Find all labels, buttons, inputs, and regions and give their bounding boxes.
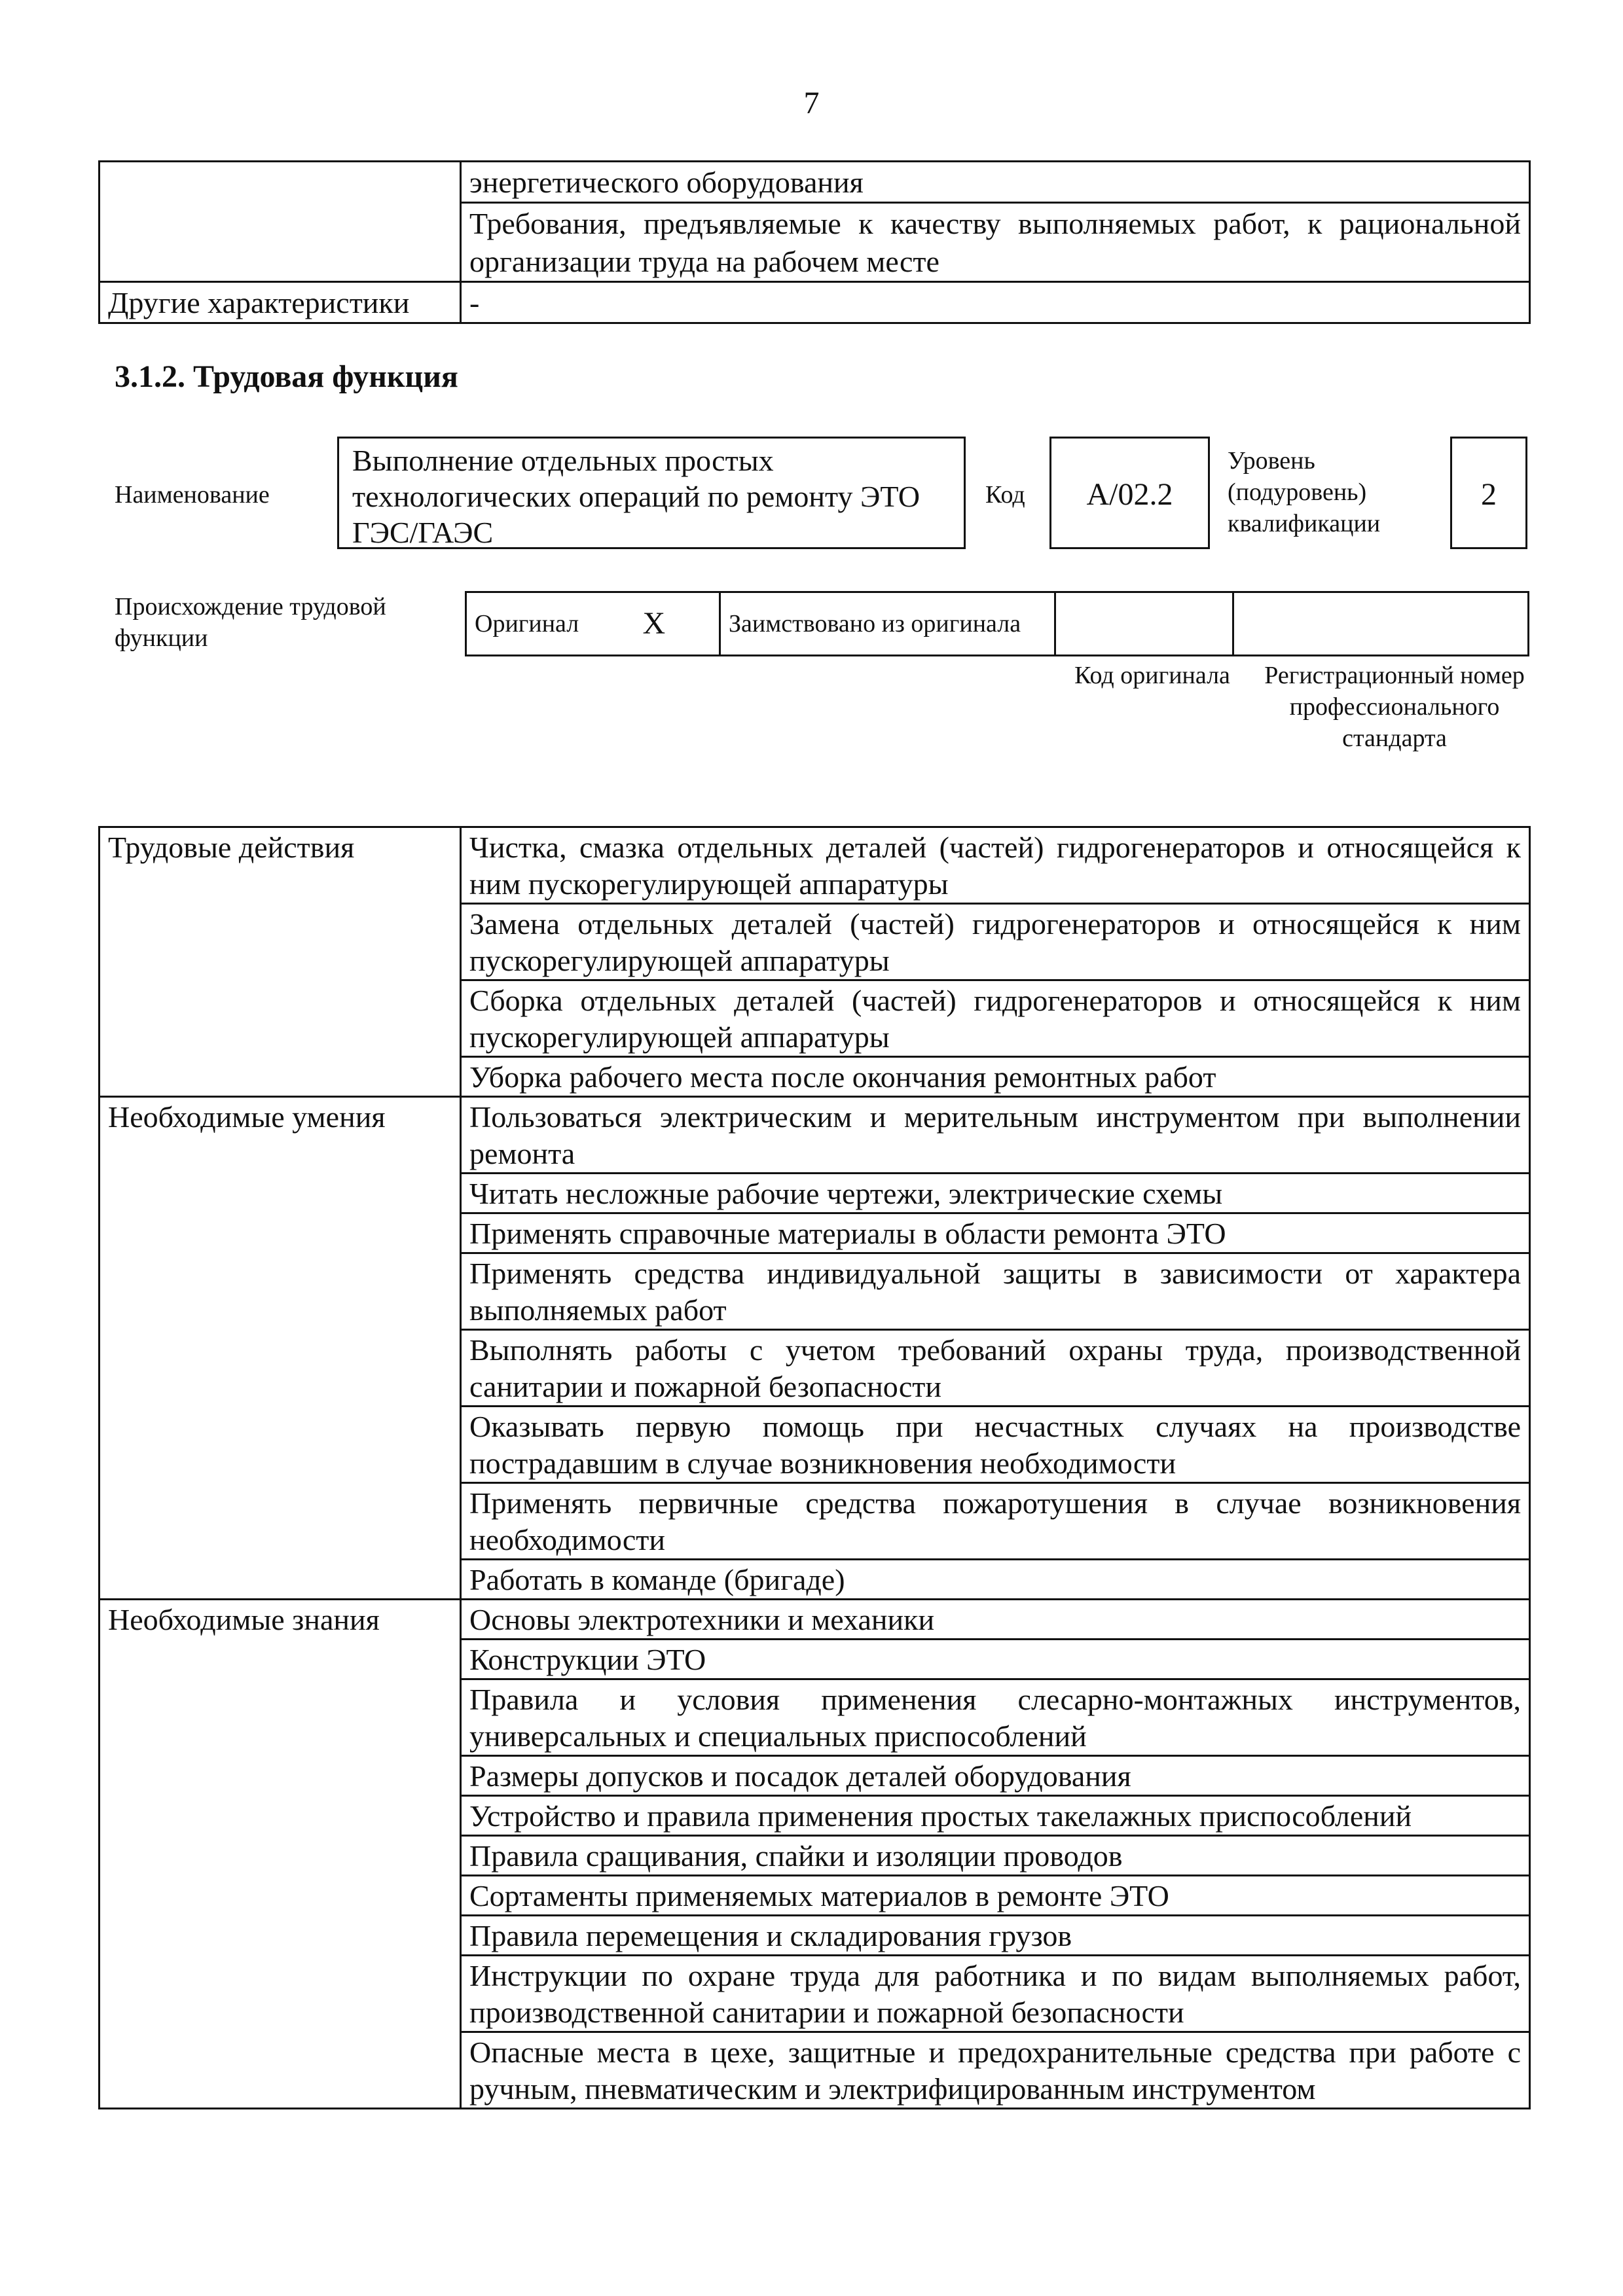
requirement-item: Правила перемещения и складирования грузов: [461, 1916, 1530, 1956]
original-code-caption: Код оригинала: [1074, 662, 1230, 689]
function-name-box: Выполнение отдельных простых технологических операций по ремонту ЭТО ГЭС/ГАЭС: [337, 437, 966, 549]
requirement-item: Выполнять работы с учетом требований охраны труда, производственной санитарии и пожарной безопасности: [461, 1330, 1530, 1407]
table-cell: энергетического оборудования: [461, 162, 1530, 203]
requirement-item: Устройство и правила применения простых такелажных приспособлений: [461, 1796, 1530, 1836]
requirement-item: Сборка отдельных деталей (частей) гидрогенераторов и относящейся к ним пускорегулирующей аппаратуры: [461, 980, 1530, 1057]
requirement-item: Уборка рабочего места после окончания ремонтных работ: [461, 1057, 1530, 1097]
function-code-box: А/02.2: [1049, 437, 1210, 549]
requirement-item: Пользоваться электрическим и мерительным инструментом при выполнении ремонта: [461, 1097, 1530, 1174]
requirement-item: Применять средства индивидуальной защиты в зависимости от характера выполняемых работ: [461, 1253, 1530, 1330]
requirement-item: Читать несложные рабочие чертежи, электрические схемы: [461, 1174, 1530, 1213]
requirement-item: Замена отдельных деталей (частей) гидрогенераторов и относящейся к ним пускорегулирующей аппаратуры: [461, 904, 1530, 980]
requirement-item: Применять справочные материалы в области ремонта ЭТО: [461, 1213, 1530, 1253]
level-label: Уровень (подуровень) квалификации: [1228, 447, 1381, 537]
reg-number-caption: Регистрационный номер профессионального стандарта: [1264, 662, 1525, 752]
continuation-table: [98, 160, 1531, 324]
reg-number-cell: [1233, 592, 1529, 656]
origin-table: [465, 591, 1529, 656]
requirement-item: Конструкции ЭТО: [461, 1640, 1530, 1679]
table-row: [100, 1600, 1530, 1640]
requirement-item: Чистка, смазка отдельных деталей (частей) гидрогенераторов и относящейся к ним пускорегулирующей аппаратуры: [461, 827, 1530, 904]
table-row: [100, 827, 1530, 904]
table-cell: -: [461, 282, 1530, 323]
requirement-item: Основы электротехники и механики: [461, 1600, 1530, 1640]
requirement-item: Инструкции по охране труда для работника и по видам выполняемых работ, производственной санитарии и пожарной безопасности: [461, 1956, 1530, 2032]
group-label: Трудовые действия: [100, 827, 461, 1097]
original-mark: X: [635, 592, 720, 656]
section-heading: 3.1.2. Трудовая функция: [115, 359, 458, 394]
requirement-item: Правила сращивания, спайки и изоляции проводов: [461, 1836, 1530, 1876]
requirement-item: Правила и условия применения слесарно-монтажных инструментов, универсальных и специальных приспособлений: [461, 1679, 1530, 1756]
table-cell: Требования, предъявляемые к качеству выполняемых работ, к рациональной организации труда на рабочем месте: [461, 203, 1530, 282]
requirement-item: Опасные места в цехе, защитные и предохранительные средства при работе с ручным, пневматическим и электрифицированным инструментом: [461, 2032, 1530, 2109]
borrowed-label: Заимствовано из оригинала: [720, 592, 1055, 656]
page-number: 7: [803, 86, 820, 120]
empty-label-cell: [100, 162, 461, 282]
requirement-item: Применять первичные средства пожаротушения в случае возникновения необходимости: [461, 1483, 1530, 1560]
requirement-item: Размеры допусков и посадок деталей оборудования: [461, 1756, 1530, 1796]
row-label: Другие характеристики: [100, 282, 461, 323]
original-label: Оригинал: [466, 592, 635, 656]
group-label: Необходимые умения: [100, 1097, 461, 1600]
group-label: Необходимые знания: [100, 1600, 461, 2109]
requirement-item: Работать в команде (бригаде): [461, 1560, 1530, 1600]
table-row: [100, 1097, 1530, 1174]
level-box: 2: [1450, 437, 1527, 549]
name-label: Наименование: [115, 481, 270, 509]
requirement-item: Сортаменты применяемых материалов в ремонте ЭТО: [461, 1876, 1530, 1916]
requirements-table: [98, 826, 1531, 2109]
original-code-cell: [1055, 592, 1233, 656]
code-label: Код: [985, 481, 1025, 509]
requirement-item: Оказывать первую помощь при несчастных случаях на производстве пострадавшим в случае возникновения необходимости: [461, 1407, 1530, 1483]
origin-label: Происхождение трудовой функции: [115, 593, 386, 652]
